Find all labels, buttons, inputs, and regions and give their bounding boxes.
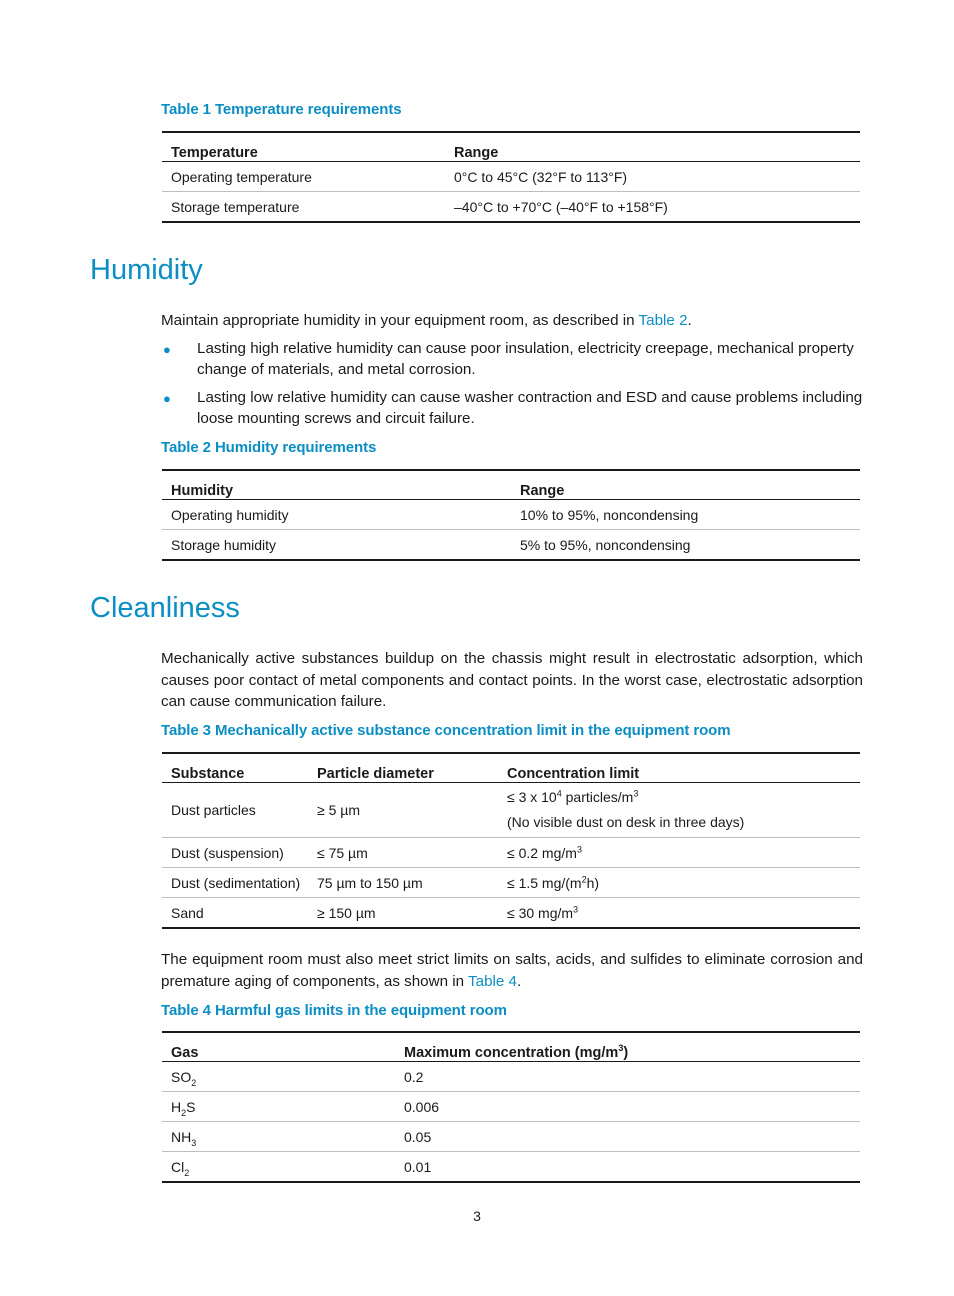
limit-text: h) xyxy=(586,874,600,891)
limit-superscript: 3 xyxy=(576,843,582,854)
bullet-icon: ● xyxy=(163,342,171,357)
header-superscript: 3 xyxy=(618,1043,624,1054)
table-row xyxy=(162,1122,860,1152)
limit-text: particles/m xyxy=(561,789,634,805)
list-item-text: Lasting high relative humidity can cause poor insulation, electricity creepage, mechanical property change of materials, and metal corrosion. xyxy=(197,340,854,378)
table-header: Concentration limit xyxy=(498,753,860,783)
table-cell: ≥ 150 µm xyxy=(308,898,498,929)
table-4-link[interactable]: Table 4 xyxy=(468,972,518,990)
table-row xyxy=(162,838,860,868)
page-number: 3 xyxy=(473,1208,481,1224)
table-cell xyxy=(498,898,860,929)
gas-subscript: 3 xyxy=(191,1137,197,1148)
table-row xyxy=(162,162,860,192)
table-cell xyxy=(498,838,860,868)
header-text: Maximum concentration (mg/m xyxy=(404,1045,619,1061)
table-header xyxy=(395,1032,860,1062)
table-cell: 0°C to 45°C (32°F to 113°F) xyxy=(445,162,860,192)
followup-text: The equipment room must also meet strict limits on salts, acids, and sulfides to eliminate corrosion and premature aging of components, as shown in xyxy=(161,951,863,990)
cleanliness-followup xyxy=(161,949,863,992)
gas-subscript: 2 xyxy=(184,1167,190,1178)
humidity-intro-text: Maintain appropriate humidity in your equipment room, as described in xyxy=(161,312,639,329)
table-cell: 5% to 95%, noncondensing xyxy=(511,530,860,561)
cleanliness-heading: Cleanliness xyxy=(90,592,240,624)
table-2-caption: Table 2 Humidity requirements xyxy=(161,439,377,456)
limit-superscript: 3 xyxy=(573,903,579,914)
substance-table xyxy=(162,752,860,929)
table-cell: Operating temperature xyxy=(162,162,445,192)
limit-superscript: 3 xyxy=(633,788,639,799)
table-cell: Storage humidity xyxy=(162,530,511,561)
table-cell: 0.2 xyxy=(395,1062,860,1092)
table-row xyxy=(162,1062,860,1092)
limit-superscript: 4 xyxy=(556,788,562,799)
table-header: Particle diameter xyxy=(308,753,498,783)
table-cell xyxy=(498,868,860,898)
table-cell: 0.05 xyxy=(395,1122,860,1152)
table-row xyxy=(162,898,860,929)
table-1-caption: Table 1 Temperature requirements xyxy=(161,101,402,118)
humidity-intro xyxy=(161,310,863,332)
table-cell: Sand xyxy=(162,898,308,929)
table-cell: ≤ 75 µm xyxy=(308,838,498,868)
humidity-intro-end: . xyxy=(687,312,692,329)
gas-table xyxy=(162,1031,860,1183)
list-item xyxy=(161,338,863,380)
table-4-caption: Table 4 Harmful gas limits in the equipment room xyxy=(161,1002,507,1019)
cleanliness-intro: Mechanically active substances buildup on the chassis might result in electrostatic adsorption, which causes poor contact of metal components and contact points. In the worst case, electrostatic adsorption can cause communication failure. xyxy=(161,650,863,710)
gas-subscript: 2 xyxy=(181,1107,187,1118)
bullet-icon: ● xyxy=(163,391,171,406)
table-cell: –40°C to +70°C (–40°F to +158°F) xyxy=(445,192,860,223)
table-2-link[interactable]: Table 2 xyxy=(638,312,688,329)
table-row xyxy=(162,868,860,898)
table-cell xyxy=(162,1092,395,1122)
table-cell: 75 µm to 150 µm xyxy=(308,868,498,898)
table-row xyxy=(162,192,860,223)
table-header: Temperature xyxy=(162,132,445,162)
table-cell: Storage temperature xyxy=(162,192,445,223)
table-row xyxy=(162,1152,860,1183)
table-header: Substance xyxy=(162,753,308,783)
table-cell: Dust particles xyxy=(162,783,308,838)
humidity-heading: Humidity xyxy=(90,254,203,286)
list-item-text: Lasting low relative humidity can cause washer contraction and ESD and cause problems including loose mounting screws and circuit failure. xyxy=(197,389,863,427)
gas-formula: H xyxy=(171,1098,182,1115)
table-cell: 0.006 xyxy=(395,1092,860,1122)
gas-formula: S xyxy=(186,1098,196,1115)
gas-formula: Cl xyxy=(171,1158,185,1175)
list-item xyxy=(161,387,863,429)
table-cell xyxy=(498,783,860,838)
temperature-table xyxy=(162,131,860,223)
limit-text: ≤ 30 mg/m xyxy=(507,904,574,921)
table-cell: Dust (suspension) xyxy=(162,838,308,868)
gas-formula: NH xyxy=(171,1128,192,1145)
table-header: Range xyxy=(445,132,860,162)
table-cell xyxy=(162,1062,395,1092)
humidity-table xyxy=(162,469,860,561)
table-cell: 10% to 95%, noncondensing xyxy=(511,500,860,530)
table-cell: Dust (sedimentation) xyxy=(162,868,308,898)
table-header: Gas xyxy=(162,1032,395,1062)
table-cell: Operating humidity xyxy=(162,500,511,530)
table-header: Humidity xyxy=(162,470,511,500)
followup-end: . xyxy=(517,972,522,990)
table-cell: 0.01 xyxy=(395,1152,860,1183)
table-cell: ≥ 5 µm xyxy=(308,783,498,838)
limit-text: ≤ 3 x 10 xyxy=(507,789,557,805)
gas-subscript: 2 xyxy=(191,1077,197,1088)
limit-note: (No visible dust on desk in three days) xyxy=(507,814,745,830)
table-header: Range xyxy=(511,470,860,500)
table-row xyxy=(162,500,860,530)
limit-superscript: 2 xyxy=(581,873,587,884)
table-row xyxy=(162,783,860,838)
table-row xyxy=(162,1092,860,1122)
gas-formula: SO xyxy=(171,1068,192,1085)
table-row xyxy=(162,530,860,561)
limit-text: ≤ 1.5 mg/(m xyxy=(507,874,582,891)
table-3-caption: Table 3 Mechanically active substance concentration limit in the equipment room xyxy=(161,722,731,739)
header-text: ) xyxy=(623,1045,629,1061)
table-cell xyxy=(162,1122,395,1152)
table-cell xyxy=(162,1152,395,1183)
limit-text: ≤ 0.2 mg/m xyxy=(507,844,577,861)
